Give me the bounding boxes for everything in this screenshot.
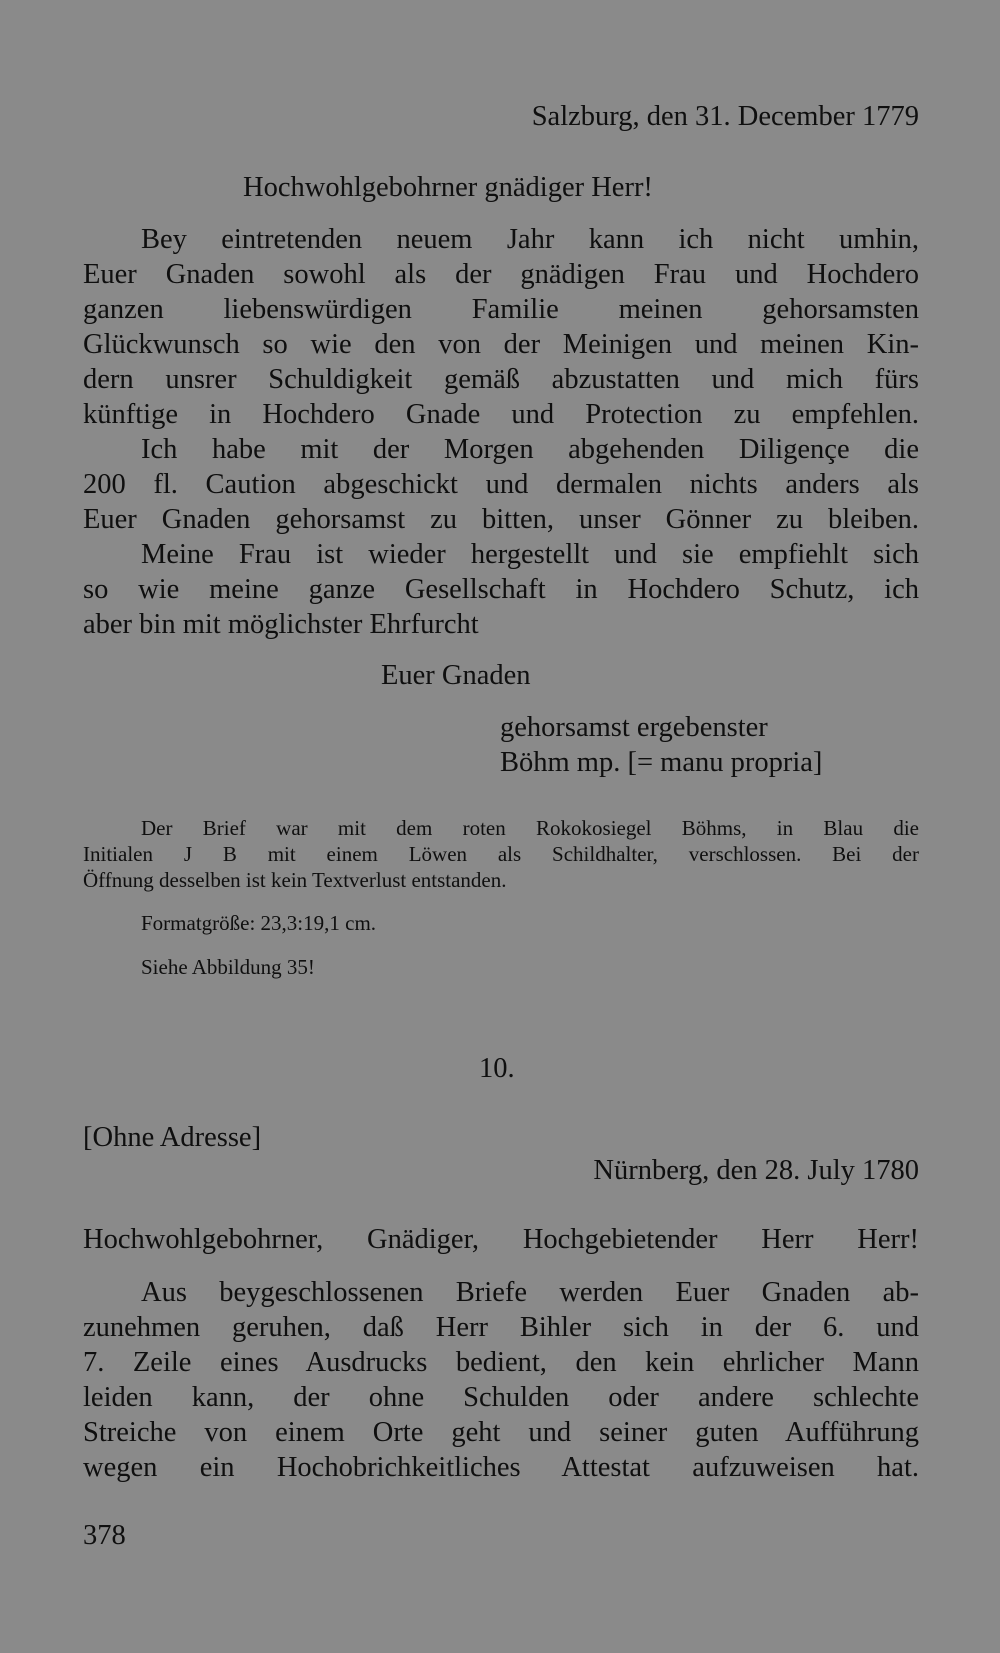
letter-closing: Euer Gnaden [381,660,531,691]
note-line: Öffnung desselben ist kein Textverlust entstanden. [83,868,507,892]
page-number: 378 [83,1520,126,1551]
note-line: Initialen J B mit einem Löwen als Schildhalter, verschlossen. Bei der [83,842,919,866]
body-line: aber bin mit möglichster Ehrfurcht [83,609,479,640]
body-line: Bey eintretenden neuem Jahr kann ich nicht umhin, [141,224,919,255]
body-line: wegen ein Hochobrichkeitliches Attestat aufzuweisen hat. [83,1452,919,1483]
letter-signature: gehorsamst ergebenster [500,712,768,743]
body-line: Aus beygeschlossenen Briefe werden Euer Gnaden ab- [141,1277,919,1308]
book-page [83,0,919,1653]
letter-address: [Ohne Adresse] [83,1122,262,1153]
body-line: Streiche von einem Orte geht und seiner guten Aufführung [83,1417,919,1448]
note-format: Formatgröße: 23,3:19,1 cm. [141,911,377,935]
letter-salutation: Hochwohlgebohrner, Gnädiger, Hochgebietender Herr Herr! [83,1224,919,1255]
body-line: ganzen liebenswürdigen Familie meinen gehorsamsten [83,294,919,325]
letter-dateline: Nürnberg, den 28. July 1780 [593,1155,919,1186]
body-line: dern unsrer Schuldigkeit gemäß abzustatten und mich fürs [83,364,919,395]
body-line: 7. Zeile eines Ausdrucks bedient, den kein ehrlicher Mann [83,1347,919,1378]
body-line: Glückwunsch so wie den von der Meinigen und meinen Kin- [83,329,919,360]
note-line: Der Brief war mit dem roten Rokokosiegel Böhms, in Blau die [141,816,919,840]
body-line: leiden kann, der ohne Schulden oder andere schlechte [83,1382,919,1413]
letter-dateline: Salzburg, den 31. December 1779 [531,101,919,132]
body-line: zunehmen geruhen, daß Herr Bihler sich in der 6. und [83,1312,919,1343]
letter-number: 10. [479,1053,515,1084]
body-line: Euer Gnaden sowohl als der gnädigen Frau und Hochdero [83,259,919,290]
letter-salutation: Hochwohlgebohrner gnädiger Herr! [243,172,653,203]
body-line: künftige in Hochdero Gnade und Protection zu empfehlen. [83,399,919,430]
body-line: so wie meine ganze Gesellschaft in Hochdero Schutz, ich [83,574,919,605]
letter-signature: Böhm mp. [= manu propria] [500,747,823,778]
body-line: Euer Gnaden gehorsamst zu bitten, unser Gönner zu bleiben. [83,504,919,535]
body-line: Meine Frau ist wieder hergestellt und sie empfiehlt sich [141,539,919,570]
body-line: Ich habe mit der Morgen abgehenden Diligençe die [141,434,919,465]
note-see-figure: Siehe Abbildung 35! [141,955,315,979]
body-line: 200 fl. Caution abgeschickt und dermalen nichts anders als [83,469,919,500]
